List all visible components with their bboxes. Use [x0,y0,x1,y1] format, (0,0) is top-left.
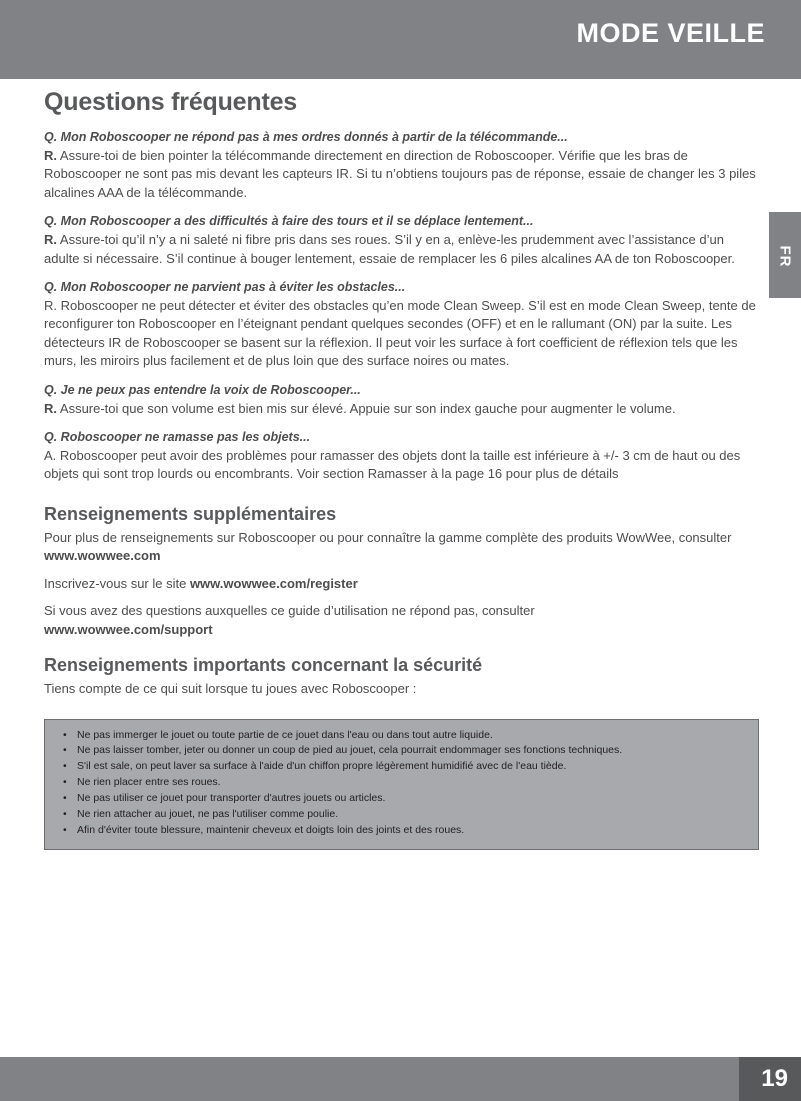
faq-answer-text: Assure-toi que son volume est bien mis sur élevé. Appuie sur son index gauche pour augmenter le volume. [57,400,676,416]
safety-bullet-list [59,728,748,840]
extra-info-paragraph-1 [44,529,761,566]
faq-item [44,429,761,484]
safety-intro: Tiens compte de ce qui suit lorsque tu joues avec Roboscooper : [44,681,417,697]
faq-answer [44,231,761,268]
extra-info-paragraph-2 [44,575,761,593]
faq-item [44,213,761,268]
list-item: • Ne pas immerger le jouet ou toute partie de ce jouet dans l'eau ou dans tout autre liquide. [59,728,748,744]
extra-info-paragraph-3 [44,602,761,639]
extra-info-paragraph-3-text: Si vous avez des questions auxquelles ce guide d’utilisation ne répond pas, consulter [44,603,535,619]
list-item: • S'il est sale, on peut laver sa surface à l'aide d'un chiffon propre légèrement humidifié avec de l'eau tiède. [59,759,748,775]
faq-item [44,129,761,202]
safety-heading: Renseignements importants concernant la sécurité [44,655,483,676]
list-item: • Ne rien attacher au jouet, ne pas l'utiliser comme poulie. [59,807,748,823]
list-item: • Ne rien placer entre ses roues. [59,775,748,791]
extra-info-paragraph-2-text: Inscrivez-vous sur le site [44,575,190,591]
faq-question: Q. Mon Roboscooper ne parvient pas à éviter les obstacles... [44,280,406,295]
faq-answer [44,447,761,484]
faq-question: Q. Roboscooper ne ramasse pas les objets... [44,430,311,445]
extra-info-heading: Renseignements supplémentaires [44,503,337,524]
page-footer [0,1057,801,1101]
wowwee-site-link[interactable]: www.wowwee.com [44,548,161,564]
faq-answer [44,147,761,202]
page-content [44,88,761,850]
page-header [0,0,801,79]
faq-heading: Questions fréquentes [44,88,297,116]
page-number: 19 [761,1065,788,1092]
language-side-tab-label: FR [776,245,794,268]
faq-answer-text: A. Roboscooper peut avoir des problèmes pour ramasser des objets dont la taille est inférieure à +/- 3 cm de haut ou des objets qui sont trop lourds ou encombrants. Voir section Ramasser à la page 16 pour plus de détails [44,447,741,482]
faq-question: Q. Je ne peux pas entendre la voix de Roboscooper... [44,382,361,397]
faq-answer-text: R. Roboscooper ne peut détecter et éviter des obstacles qu’en mode Clean Sweep. S’il est en mode Clean Sweep, tente de reconfigurer ton Roboscooper en l’éteignant pendant quelques secondes (OFF) et en le rallumant (ON) par la suite. Les détecteurs IR de Roboscooper se basent sur la réflexion. Il peut voir les surface à fort coefficient de réflexion tels que les murs, les miroirs plus facilement et de plus loin que des surface noires ou mates. [44,297,756,369]
faq-question: Q. Mon Roboscooper a des difficultés à faire des tours et il se déplace lentement... [44,214,534,229]
faq-answer [44,297,761,371]
language-side-tab [769,212,801,298]
faq-answer-prefix: R. [44,147,57,163]
list-item: • Afin d'éviter toute blessure, maintenir cheveux et doigts loin des joints et des roues. [59,823,748,839]
faq-item [44,279,761,371]
extra-info-paragraph-1-text: Pour plus de renseignements sur Roboscooper ou pour connaître la gamme complète des produits WowWee, consulter [44,529,732,545]
list-item: • Ne pas laisser tomber, jeter ou donner un coup de pied au jouet, cela pourrait endommager ses fonctions techniques. [59,743,748,759]
wowwee-support-link[interactable]: www.wowwee.com/support [44,621,213,637]
header-title: MODE VEILLE [576,18,765,48]
list-item: • Ne pas utiliser ce jouet pour transporter d'autres jouets ou articles. [59,791,748,807]
safety-box [44,719,759,851]
faq-answer-prefix: R. [44,400,57,416]
faq-item [44,382,761,418]
faq-answer-text: Assure-toi de bien pointer la télécommande directement en direction de Roboscooper. Vérifie que les bras de Roboscooper ne sont pas mis devant les capteurs IR. Si tu n’obtiens toujours pas de réponse, essaie de changer les 3 piles alcalines AAA de la télécommande. [44,147,756,200]
faq-question: Q. Mon Roboscooper ne répond pas à mes ordres donnés à partir de la télécommande... [44,130,568,144]
faq-answer-prefix: R. [44,232,57,248]
wowwee-register-link[interactable]: www.wowwee.com/register [189,575,358,591]
faq-answer [44,400,761,418]
faq-answer-text: Assure-toi qu’il n’y a ni saleté ni fibre pris dans ses roues. S’il y en a, enlève-les prudemment avec l’assistance d’un adulte si nécessaire. S’il continue à bouger lentement, essaie de remplacer les 6 piles alcalines AA de ton Roboscooper. [44,232,735,266]
